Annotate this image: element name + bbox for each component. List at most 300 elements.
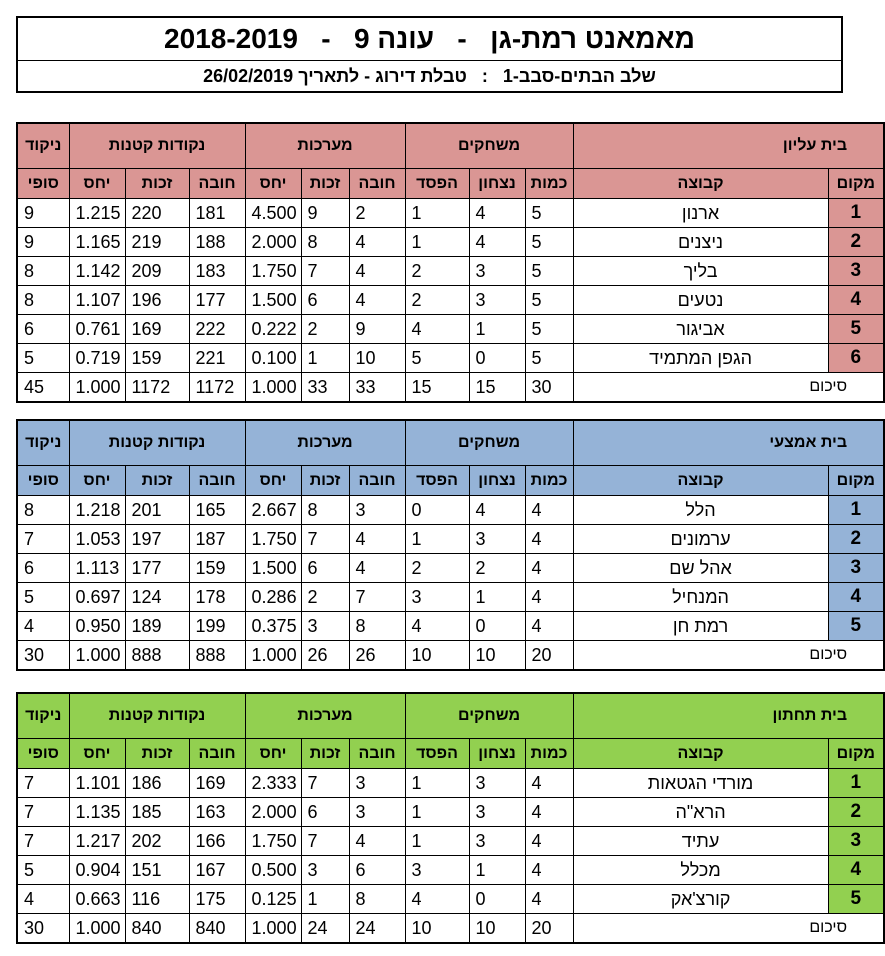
cell-sets-ratio: 0.222 [245, 315, 301, 344]
header-final-score: ניקוד [17, 123, 69, 169]
cell-sets-ratio: 1.500 [245, 286, 301, 315]
total-pts-ratio: 1.000 [69, 641, 125, 671]
header-wins: נצחון [469, 169, 525, 199]
cell-team: רמת חן [573, 612, 828, 641]
header-team: קבוצה [573, 739, 828, 769]
page-subtitle [18, 61, 841, 91]
header-final: סופי [17, 169, 69, 199]
cell-wins: 3 [469, 798, 525, 827]
cell-team: נטעים [573, 286, 828, 315]
table-row [17, 798, 884, 827]
standings-table-bottom [16, 692, 885, 944]
cell-sets-lost: 4 [349, 257, 405, 286]
cell-rank: 5 [828, 315, 884, 344]
cell-sets-lost: 4 [349, 827, 405, 856]
cell-wins: 1 [469, 315, 525, 344]
header-small-points: נקודות קטנות [69, 420, 245, 466]
cell-pts-lost: 221 [189, 344, 245, 373]
header-count: כמות [525, 739, 573, 769]
total-score: 30 [17, 641, 69, 671]
cell-wins: 3 [469, 769, 525, 798]
cell-pts-lost: 163 [189, 798, 245, 827]
cell-pts-won: 219 [125, 228, 189, 257]
total-row [17, 641, 884, 671]
header-final: סופי [17, 739, 69, 769]
header-place: מקום [828, 466, 884, 496]
cell-pts-won: 201 [125, 496, 189, 525]
cell-sets-lost: 8 [349, 885, 405, 914]
title-box [16, 16, 843, 93]
header-losses: הפסד [405, 739, 469, 769]
cell-games: 5 [525, 344, 573, 373]
cell-pts-won: 169 [125, 315, 189, 344]
header-sets-won: זכות [301, 466, 349, 496]
total-losses: 10 [405, 914, 469, 944]
cell-score: 4 [17, 612, 69, 641]
cell-team: אביגור [573, 315, 828, 344]
cell-pts-won: 186 [125, 769, 189, 798]
total-label: סיכום [573, 914, 884, 944]
cell-sets-ratio: 2.000 [245, 798, 301, 827]
cell-score: 6 [17, 554, 69, 583]
cell-pts-lost: 181 [189, 199, 245, 228]
cell-team: המנחיל [573, 583, 828, 612]
total-pts-ratio: 1.000 [69, 373, 125, 403]
table-row [17, 769, 884, 798]
cell-score: 9 [17, 199, 69, 228]
header-games: משחקים [405, 420, 573, 466]
header-wins: נצחון [469, 739, 525, 769]
cell-pts-won: 209 [125, 257, 189, 286]
cell-pts-lost: 165 [189, 496, 245, 525]
house-title: בית תחתון [573, 693, 884, 739]
house-title: בית אמצעי [573, 420, 884, 466]
cell-losses: 2 [405, 257, 469, 286]
header-sets-won: זכות [301, 739, 349, 769]
page-subtitle-text: שלב הבתים-סבב-1 : טבלת דירוג - לתאריך 26/02/2019 [203, 65, 656, 86]
cell-games: 4 [525, 769, 573, 798]
cell-wins: 3 [469, 827, 525, 856]
header-sets-ratio: יחס [245, 169, 301, 199]
cell-score: 7 [17, 827, 69, 856]
header-wins: נצחון [469, 466, 525, 496]
table-row [17, 315, 884, 344]
header-count: כמות [525, 169, 573, 199]
cell-games: 5 [525, 199, 573, 228]
cell-sets-ratio: 1.500 [245, 554, 301, 583]
cell-sets-lost: 3 [349, 798, 405, 827]
cell-games: 4 [525, 583, 573, 612]
cell-score: 7 [17, 769, 69, 798]
cell-wins: 4 [469, 496, 525, 525]
cell-pts-won: 197 [125, 525, 189, 554]
header-pts-ratio: יחס [69, 169, 125, 199]
cell-pts-ratio: 1.113 [69, 554, 125, 583]
cell-pts-won: 124 [125, 583, 189, 612]
total-sets-lost: 26 [349, 641, 405, 671]
cell-sets-lost: 8 [349, 612, 405, 641]
cell-wins: 3 [469, 525, 525, 554]
table-row [17, 344, 884, 373]
cell-score: 8 [17, 286, 69, 315]
cell-team: הגפן המתמיד [573, 344, 828, 373]
table-row [17, 228, 884, 257]
cell-games: 4 [525, 827, 573, 856]
cell-sets-lost: 4 [349, 286, 405, 315]
cell-team: ניצנים [573, 228, 828, 257]
total-sets-won: 24 [301, 914, 349, 944]
cell-sets-ratio: 2.000 [245, 228, 301, 257]
cell-games: 4 [525, 885, 573, 914]
table-row [17, 286, 884, 315]
total-games: 30 [525, 373, 573, 403]
cell-rank: 4 [828, 856, 884, 885]
cell-team: עתיד [573, 827, 828, 856]
cell-pts-ratio: 0.719 [69, 344, 125, 373]
cell-pts-won: 159 [125, 344, 189, 373]
cell-rank: 3 [828, 827, 884, 856]
cell-pts-ratio: 1.142 [69, 257, 125, 286]
cell-sets-lost: 3 [349, 769, 405, 798]
cell-rank: 6 [828, 344, 884, 373]
cell-sets-won: 1 [301, 344, 349, 373]
header-pts-lost: חובה [189, 739, 245, 769]
total-sets-ratio: 1.000 [245, 914, 301, 944]
cell-score: 8 [17, 496, 69, 525]
header-pts-ratio: יחס [69, 466, 125, 496]
cell-team: בליך [573, 257, 828, 286]
total-pts-lost: 840 [189, 914, 245, 944]
cell-games: 5 [525, 286, 573, 315]
header-team: קבוצה [573, 466, 828, 496]
house-title: בית עליון [573, 123, 884, 169]
cell-wins: 4 [469, 228, 525, 257]
total-pts-lost: 888 [189, 641, 245, 671]
header-pts-won: זכות [125, 739, 189, 769]
cell-rank: 4 [828, 286, 884, 315]
cell-sets-lost: 4 [349, 525, 405, 554]
header-sets: מערכות [245, 123, 405, 169]
cell-games: 4 [525, 496, 573, 525]
cell-sets-ratio: 0.100 [245, 344, 301, 373]
cell-pts-won: 202 [125, 827, 189, 856]
cell-pts-lost: 187 [189, 525, 245, 554]
cell-rank: 4 [828, 583, 884, 612]
standings-table-middle [16, 419, 885, 671]
cell-pts-lost: 188 [189, 228, 245, 257]
header-losses: הפסד [405, 169, 469, 199]
total-wins: 10 [469, 641, 525, 671]
cell-sets-won: 8 [301, 496, 349, 525]
cell-losses: 4 [405, 885, 469, 914]
cell-score: 5 [17, 856, 69, 885]
cell-pts-won: 116 [125, 885, 189, 914]
cell-team: קורצ'אק [573, 885, 828, 914]
page-title-text: מאמאנט רמת-גן - עונה 9 - 2018-2019 [164, 23, 695, 54]
cell-pts-lost: 166 [189, 827, 245, 856]
cell-losses: 1 [405, 769, 469, 798]
cell-losses: 1 [405, 827, 469, 856]
cell-rank: 5 [828, 612, 884, 641]
cell-losses: 1 [405, 199, 469, 228]
header-sets: מערכות [245, 693, 405, 739]
cell-sets-ratio: 0.500 [245, 856, 301, 885]
cell-sets-won: 1 [301, 885, 349, 914]
cell-rank: 1 [828, 769, 884, 798]
header-sets-lost: חובה [349, 739, 405, 769]
cell-pts-lost: 177 [189, 286, 245, 315]
cell-team: הרא"ה [573, 798, 828, 827]
cell-losses: 5 [405, 344, 469, 373]
cell-sets-ratio: 2.333 [245, 769, 301, 798]
table-row [17, 827, 884, 856]
cell-losses: 2 [405, 286, 469, 315]
cell-pts-lost: 159 [189, 554, 245, 583]
cell-pts-ratio: 0.697 [69, 583, 125, 612]
cell-wins: 0 [469, 885, 525, 914]
cell-rank: 2 [828, 228, 884, 257]
cell-sets-won: 2 [301, 315, 349, 344]
total-sets-lost: 24 [349, 914, 405, 944]
cell-pts-won: 189 [125, 612, 189, 641]
cell-pts-ratio: 0.761 [69, 315, 125, 344]
total-wins: 15 [469, 373, 525, 403]
cell-sets-won: 3 [301, 856, 349, 885]
header-sets-lost: חובה [349, 466, 405, 496]
total-games: 20 [525, 641, 573, 671]
cell-pts-ratio: 1.218 [69, 496, 125, 525]
cell-pts-won: 185 [125, 798, 189, 827]
cell-losses: 1 [405, 525, 469, 554]
total-pts-won: 888 [125, 641, 189, 671]
cell-pts-ratio: 1.215 [69, 199, 125, 228]
total-label: סיכום [573, 641, 884, 671]
cell-sets-ratio: 2.667 [245, 496, 301, 525]
cell-wins: 3 [469, 286, 525, 315]
header-games: משחקים [405, 123, 573, 169]
cell-wins: 1 [469, 583, 525, 612]
header-losses: הפסד [405, 466, 469, 496]
total-pts-lost: 1172 [189, 373, 245, 403]
cell-pts-ratio: 1.217 [69, 827, 125, 856]
cell-games: 4 [525, 612, 573, 641]
cell-sets-ratio: 1.750 [245, 257, 301, 286]
header-final-score: ניקוד [17, 693, 69, 739]
total-row [17, 373, 884, 403]
cell-rank: 3 [828, 257, 884, 286]
total-losses: 10 [405, 641, 469, 671]
header-small-points: נקודות קטנות [69, 123, 245, 169]
table-row [17, 496, 884, 525]
table-row [17, 554, 884, 583]
cell-pts-lost: 199 [189, 612, 245, 641]
cell-games: 4 [525, 554, 573, 583]
cell-score: 4 [17, 885, 69, 914]
cell-wins: 2 [469, 554, 525, 583]
total-score: 45 [17, 373, 69, 403]
cell-sets-lost: 10 [349, 344, 405, 373]
header-sets-won: זכות [301, 169, 349, 199]
table-row [17, 612, 884, 641]
cell-team: מכלל [573, 856, 828, 885]
header-pts-ratio: יחס [69, 739, 125, 769]
header-pts-won: זכות [125, 466, 189, 496]
table-row [17, 885, 884, 914]
header-pts-won: זכות [125, 169, 189, 199]
cell-pts-ratio: 1.101 [69, 769, 125, 798]
cell-rank: 2 [828, 798, 884, 827]
cell-pts-ratio: 0.904 [69, 856, 125, 885]
cell-pts-ratio: 1.135 [69, 798, 125, 827]
cell-sets-won: 7 [301, 257, 349, 286]
cell-sets-won: 3 [301, 612, 349, 641]
cell-sets-won: 7 [301, 525, 349, 554]
cell-score: 5 [17, 583, 69, 612]
table-row [17, 257, 884, 286]
cell-wins: 4 [469, 199, 525, 228]
header-games: משחקים [405, 693, 573, 739]
cell-pts-won: 220 [125, 199, 189, 228]
cell-pts-ratio: 1.107 [69, 286, 125, 315]
cell-sets-won: 2 [301, 583, 349, 612]
cell-team: מורדי הגטאות [573, 769, 828, 798]
header-team: קבוצה [573, 169, 828, 199]
total-sets-won: 33 [301, 373, 349, 403]
header-sets-ratio: יחס [245, 739, 301, 769]
cell-sets-won: 7 [301, 769, 349, 798]
cell-games: 4 [525, 856, 573, 885]
cell-sets-lost: 7 [349, 583, 405, 612]
cell-pts-ratio: 1.053 [69, 525, 125, 554]
cell-score: 7 [17, 798, 69, 827]
cell-sets-won: 6 [301, 798, 349, 827]
cell-games: 4 [525, 525, 573, 554]
cell-score: 7 [17, 525, 69, 554]
cell-losses: 4 [405, 315, 469, 344]
header-sets-lost: חובה [349, 169, 405, 199]
cell-pts-lost: 169 [189, 769, 245, 798]
total-pts-won: 1172 [125, 373, 189, 403]
cell-losses: 1 [405, 798, 469, 827]
cell-sets-ratio: 1.750 [245, 525, 301, 554]
cell-sets-ratio: 1.750 [245, 827, 301, 856]
cell-score: 5 [17, 344, 69, 373]
total-pts-ratio: 1.000 [69, 914, 125, 944]
cell-team: אהל שם [573, 554, 828, 583]
cell-pts-ratio: 1.165 [69, 228, 125, 257]
cell-losses: 0 [405, 496, 469, 525]
cell-team: הלל [573, 496, 828, 525]
total-score: 30 [17, 914, 69, 944]
header-count: כמות [525, 466, 573, 496]
cell-wins: 0 [469, 612, 525, 641]
cell-pts-won: 151 [125, 856, 189, 885]
cell-games: 5 [525, 228, 573, 257]
cell-sets-won: 9 [301, 199, 349, 228]
header-final-score: ניקוד [17, 420, 69, 466]
cell-pts-won: 196 [125, 286, 189, 315]
total-row [17, 914, 884, 944]
total-sets-ratio: 1.000 [245, 641, 301, 671]
cell-sets-won: 6 [301, 286, 349, 315]
header-small-points: נקודות קטנות [69, 693, 245, 739]
cell-pts-won: 177 [125, 554, 189, 583]
cell-rank: 1 [828, 199, 884, 228]
cell-losses: 4 [405, 612, 469, 641]
cell-losses: 2 [405, 554, 469, 583]
total-sets-lost: 33 [349, 373, 405, 403]
total-label: סיכום [573, 373, 884, 403]
cell-games: 5 [525, 257, 573, 286]
cell-losses: 3 [405, 583, 469, 612]
cell-score: 8 [17, 257, 69, 286]
cell-sets-won: 7 [301, 827, 349, 856]
header-final: סופי [17, 466, 69, 496]
cell-games: 5 [525, 315, 573, 344]
cell-pts-lost: 167 [189, 856, 245, 885]
table-row [17, 856, 884, 885]
table-row [17, 199, 884, 228]
cell-losses: 3 [405, 856, 469, 885]
cell-sets-ratio: 4.500 [245, 199, 301, 228]
standings-table-top [16, 122, 885, 403]
cell-sets-ratio: 0.375 [245, 612, 301, 641]
cell-sets-lost: 9 [349, 315, 405, 344]
total-sets-ratio: 1.000 [245, 373, 301, 403]
cell-pts-ratio: 0.950 [69, 612, 125, 641]
table-row [17, 525, 884, 554]
cell-sets-won: 8 [301, 228, 349, 257]
header-sets: מערכות [245, 420, 405, 466]
cell-sets-lost: 4 [349, 228, 405, 257]
header-sets-ratio: יחס [245, 466, 301, 496]
cell-pts-lost: 175 [189, 885, 245, 914]
cell-sets-ratio: 0.125 [245, 885, 301, 914]
cell-wins: 1 [469, 856, 525, 885]
cell-games: 4 [525, 798, 573, 827]
cell-pts-lost: 178 [189, 583, 245, 612]
cell-rank: 5 [828, 885, 884, 914]
total-games: 20 [525, 914, 573, 944]
cell-sets-lost: 6 [349, 856, 405, 885]
page-title [18, 18, 841, 61]
cell-team: ערמונים [573, 525, 828, 554]
header-pts-lost: חובה [189, 466, 245, 496]
header-place: מקום [828, 739, 884, 769]
cell-wins: 0 [469, 344, 525, 373]
cell-pts-lost: 183 [189, 257, 245, 286]
cell-sets-lost: 4 [349, 554, 405, 583]
table-row [17, 583, 884, 612]
cell-rank: 3 [828, 554, 884, 583]
cell-pts-lost: 222 [189, 315, 245, 344]
cell-rank: 1 [828, 496, 884, 525]
total-sets-won: 26 [301, 641, 349, 671]
header-place: מקום [828, 169, 884, 199]
total-wins: 10 [469, 914, 525, 944]
cell-team: ארנון [573, 199, 828, 228]
cell-pts-ratio: 0.663 [69, 885, 125, 914]
cell-sets-ratio: 0.286 [245, 583, 301, 612]
cell-wins: 3 [469, 257, 525, 286]
cell-losses: 1 [405, 228, 469, 257]
total-pts-won: 840 [125, 914, 189, 944]
total-losses: 15 [405, 373, 469, 403]
cell-rank: 2 [828, 525, 884, 554]
cell-sets-lost: 3 [349, 496, 405, 525]
header-pts-lost: חובה [189, 169, 245, 199]
cell-sets-lost: 2 [349, 199, 405, 228]
